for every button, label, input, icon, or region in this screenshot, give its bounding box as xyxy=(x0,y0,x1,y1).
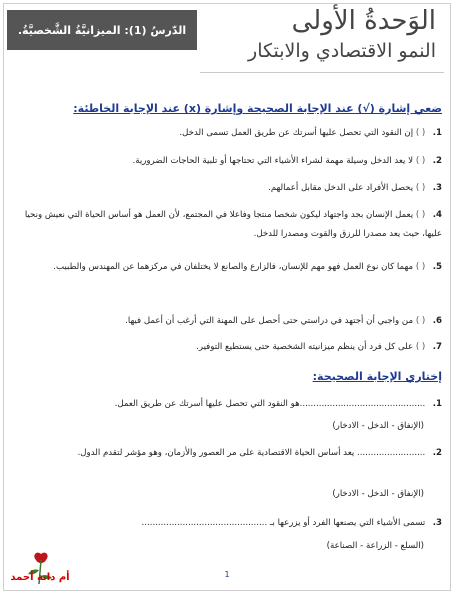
page-border xyxy=(3,3,451,591)
question-number: 4. xyxy=(432,210,442,220)
mc-question-1 xyxy=(22,395,442,414)
lesson-title: الدّرسُ (1): الميزانيَّةُ الشَّخصيَّةُ. xyxy=(17,23,187,37)
author-signature: أم دانة أحمد xyxy=(10,572,70,583)
mc-options-2: (الإنفاق - الدخل - الادخار) xyxy=(332,489,424,499)
question-text: ......................... يعد أساس الحياة الاقتصادية على مر العصور والأزمان، وهو مؤشر لتقدم الدول. xyxy=(77,448,426,458)
question-text: يعمل الإنسان بجد واجتهاد ليكون شخصا منتجا وفاعلا في المجتمع، لأن العمل هو أساس الحياة التي نعيش ونحيا عليها، حيث يعد مصدرا للرزق والقوت ومصدرا للدخل. xyxy=(24,210,442,239)
section2-heading: إختاري الإجابة الصحيحة: xyxy=(312,370,442,383)
answer-blank[interactable]: ( ) xyxy=(415,156,426,166)
question-number: 2. xyxy=(432,448,442,458)
answer-blank[interactable]: ( ) xyxy=(415,183,426,193)
question-number: 7. xyxy=(432,342,442,352)
mc-question-2 xyxy=(22,444,442,463)
tf-question-4 xyxy=(22,206,442,244)
question-text: على كل فرد أن ينظم ميزانيته الشخصية حتى يستطيع التوفير. xyxy=(196,342,414,352)
answer-blank[interactable]: ( ) xyxy=(415,316,426,326)
question-text: إن النقود التي تحصل عليها أسرتك عن طريق العمل تسمى الدخل. xyxy=(179,128,414,138)
unit-subtitle: النمو الاقتصادي والابتكار xyxy=(248,40,436,62)
question-text: من واجبي أن أجتهد في دراستي حتى أحصل على المهنة التي أرغب أن أعمل فيها. xyxy=(125,316,414,326)
tf-question-5 xyxy=(22,258,442,277)
tf-question-7 xyxy=(22,338,442,357)
tf-question-2 xyxy=(22,152,442,171)
mc-options-3: (السلع - الزراعة - الصناعة) xyxy=(326,541,424,551)
answer-blank[interactable]: ( ) xyxy=(415,128,426,138)
tf-question-1 xyxy=(22,124,442,143)
lesson-title-box xyxy=(7,10,197,50)
question-number: 1. xyxy=(432,128,442,138)
question-text: لا يعد الدخل وسيلة مهمة لشراء الأشياء التي تحتاجها أو تلبية الحاجات الضرورية. xyxy=(132,156,414,166)
question-number: 2. xyxy=(432,156,442,166)
answer-blank[interactable]: ( ) xyxy=(415,210,426,220)
question-number: 6. xyxy=(432,316,442,326)
unit-title: الوَحدةُ الأولى xyxy=(291,6,436,36)
answer-blank[interactable]: ( ) xyxy=(415,342,426,352)
question-text: تسمى الأشياء التي يصنعها الفرد أو يزرعها بـ .............................................. xyxy=(141,518,426,528)
tf-question-3 xyxy=(22,179,442,198)
mc-options-1: (الإنفاق - الدخل - الادخار) xyxy=(332,421,424,431)
mc-question-3 xyxy=(22,514,442,533)
question-number: 5. xyxy=(432,262,442,272)
answer-blank[interactable]: ( ) xyxy=(415,262,426,272)
page-number: 1 xyxy=(224,570,230,579)
question-text: ..............................................هو النقود التي تحصل عليها أسرتك عن طريق العمل. xyxy=(114,399,426,409)
question-text: يحصل الأفراد على الدخل مقابل أعمالهم. xyxy=(268,183,414,193)
header-divider xyxy=(200,72,444,73)
question-text: مهما كان نوع العمل فهو مهم للإنسان، فالزارع والصانع لا يختلفان في مركزهما عن المهندس والطبيب. xyxy=(53,262,414,272)
tf-question-6 xyxy=(22,312,442,331)
question-number: 1. xyxy=(432,399,442,409)
question-number: 3. xyxy=(432,518,442,528)
section1-heading: ضعي إشارة (√) عند الإجابة الصحيحة وإشارة (x) عند الإجابة الخاطئة: xyxy=(73,102,442,115)
question-number: 3. xyxy=(432,183,442,193)
